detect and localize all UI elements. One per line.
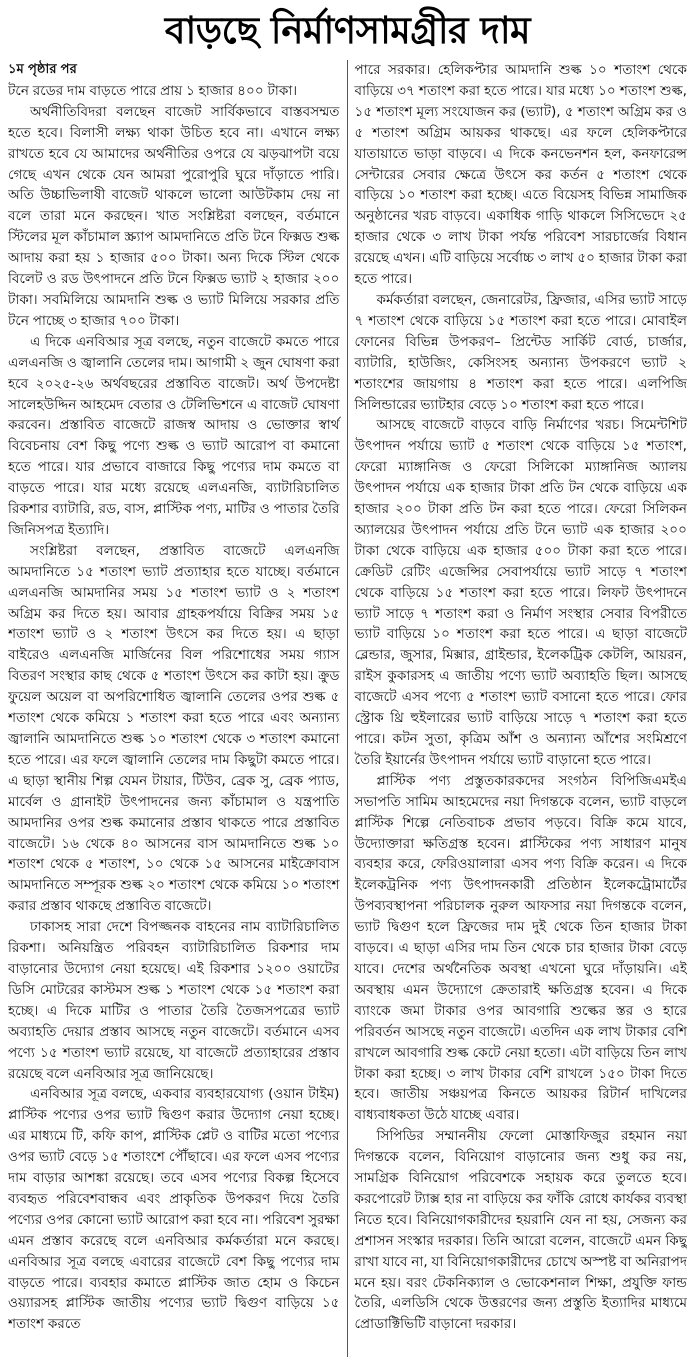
paragraph: আসছে বাজেটে বাড়বে বাড়ি নির্মাণের খরচ। সিমেন্টশিট উৎপাদন পর্যায়ে ভ্যাট ৫ শতাংশ থেকে বাড়িয়ে ১৫ শতাংশ, ফেরো ম্যাঙ্গানিজ ও ফেরো সিলিকো ম্যাঙ্গানিজ অ্যালয় উৎপাদন পর্যায়ে এক হাজার টাকা প্রতি টন থেকে বাড়িয়ে এক হাজার ২০০ টাকা প্রতি টন করা হতে পারে। ফেরো সিলিকন অ্যালয়ের উৎপাদন পর্যায়ে প্রতি টনে ভ্যাট এক হাজার ২০০ টাকা থেকে বাড়িয়ে এক হাজার ৫০০ টাকা করা হতে পারে। ক্রেডিট রেটিং এজেন্সির সেবাপর্যায়ে ভ্যাট সাড়ে ৭ শতাংশ থেকে বাড়িয়ে ১৫ শতাংশ করা হতে পারে। লিফট উৎপাদনে ভ্যাট সাড়ে ৭ শতাংশ করা ও নির্মাণ সংস্থার সেবার বিপরীতে ভ্যাট বাড়িয়ে ১০ শতাংশ করা হতে পারে। এ ছাড়া বাজেটে ব্লেন্ডার, জুসার, মিক্সার, গ্রাইন্ডার, ইলেকট্রিক কেটলি, আয়রন, রাইস কুকারসহ এ জাতীয় পণ্যে ভ্যাট অব্যাহতি ছিল। আসছে বাজেটে এসব পণ্যে ৫ শতাংশ ভ্যাট বসানো হতে পারে। ফোর স্ট্রোক থ্রি হুইলারের ভ্যাট বাড়িয়ে সাড়ে ৭ শতাংশ করা হতে পারে। কটন সুতা, কৃত্রিম আঁশ ও অন্যান্য আঁশের সংমিশ্রণে তৈরি ইয়ার্নের উৎপাদন পর্যায়ে ভ্যাট বাড়ানো হতে পারে। [354,417,687,768]
paragraph: ঢাকাসহ সারা দেশে বিপজ্জনক বাহনের নাম ব্যাটারিচালিত রিকশা। অনিয়ন্ত্রিত পরিবহন ব্যাটারিচালিত রিকশার দাম বাড়ানোর উদ্যোগ নেয়া হয়েছে। এই রিকশার ১২০০ ওয়াটের ডিসি মোটরের কাস্টমস শুল্ক ১ শতাংশ থেকে ১৫ শতাংশ করা হচ্ছে। এ দিকে মাটির ও পাতার তৈরি তৈজসপত্রের ভ্যাট অব্যাহতি দেয়ার প্রস্তাব আসছে নতুন বাজেটে। বর্তমানে এসব পণ্যে ১৫ শতাংশ ভ্যাট রয়েছে, যা বাজেটে প্রত্যাহারের প্রস্তাব রয়েছে বলে এনবিআর সূত্র জানিয়েছে। [8,919,340,1082]
paragraph: পারে সরকার। হেলিকপ্টার আমদানি শুল্ক ১০ শতাংশ থেকে বাড়িয়ে ৩৭ শতাংশ করা হতে পারে। যার মধ্যে ১০ শতাংশ শুল্ক, ১৫ শতাংশ মূল্য সংযোজন কর (ভ্যাট), ৫ শতাংশ অগ্রিম কর ও ৫ শতাংশ অগ্রিম আয়কর থাকছে। এর ফলে হেলিকপ্টারে যাতায়াতে ভাড়া বাড়বে। এ দিকে কনভেনশন হল, কনফারেন্স সেন্টারের সেবার ক্ষেত্রে উৎসে কর কর্তন ৫ শতাংশ থেকে বাড়িয়ে ১০ শতাংশ করা হচ্ছে। এতে বিয়েসহ বিভিন্ন সামাজিক অনুষ্ঠানের খরচ বাড়বে। একাধিক গাড়ি থাকলে সিসিভেদে ২৫ হাজার থেকে ৩ লাখ টাকা পর্যন্ত পরিবেশ সারচার্জের বিধান রয়েছে এখন। এটি বাড়িয়ে সর্বোচ্চ ৩ লাখ ৫০ হাজার টাকা করা হতে পারে। [354,62,687,288]
paragraph: সংশ্লিষ্টরা বলছেন, প্রস্তাবিত বাজেটে এলএনজি আমদানিতে ১৫ শতাংশ ভ্যাট প্রত্যাহার হতে যাচ্ছে। বর্তমানে এলএনজি আমদানির সময় ১৫ শতাংশ ভ্যাট ও ২ শতাংশ অগ্রিম কর দিতে হয়। আবার গ্রাহকপর্যায়ে বিক্রির সময় ১৫ শতাংশ ভ্যাট ও ২ শতাংশ উৎসে কর দিতে হয়। এ ছাড়া বাইরেও এলএনজি মার্জিনের বিল পরিশোধের সময় গ্যাস বিতরণ সংস্থার কাছ থেকে ৫ শতাংশ উৎসে কর কাটা হয়। ক্রুড ফুয়েল অয়েল বা অপরিশোধিত জ্বালানি তেলের ওপর শুল্ক ৫ শতাংশ থেকে কমিয়ে ১ শতাংশ করা হতে পারে এবং অন্যান্য জ্বালানি আমদানিতে শুল্ক ১০ শতাংশ থেকে ৩ শতাংশ কমানো হতে পারে। এর ফলে জ্বালানি তেলের দাম কিছুটা কমতে পারে। এ ছাড়া স্থানীয় শিল্প যেমন টায়ার, টিউব, ব্রেক সু, ব্রেক প্যাড, মার্বেল ও গ্রানাইট উৎপাদনের জন্য কাঁচামাল ও যন্ত্রপাতি আমদানির ওপর শুল্ক কমানোর প্রস্তাব থাকতে পারে প্রস্তাবিত বাজেটে। ১৬ থেকে ৪০ আসনের বাস আমদানিতে শুল্ক ১০ শতাংশ থেকে ৫ শতাংশ, ১০ থেকে ১৫ আসনের মাইক্রোবাস আমদানিতে সম্পূরক শুল্ক ২০ শতাংশ থেকে কমিয়ে ১০ শতাংশ করার প্রস্তাব থাকছে প্রস্তাবিত বাজেটে। [8,542,340,915]
continued-from-label: ১ম পৃষ্ঠার পর [8,62,77,77]
headline: বাড়ছে নির্মাণসামগ্রীর দাম [164,9,531,52]
paragraph: কর্মকর্তারা বলছেন, জেনারেটর, ফ্রিজার, এসির ভ্যাট সাড়ে ৭ শতাংশ থেকে বাড়িয়ে ১৫ শতাংশ করা হতে পারে। মোবাইল ফোনের বিভিন্ন উপকরণ– প্রিন্টেড সার্কিট বোর্ড, চার্জার, ব্যাটারি, হাউজিং, কেসিংসহ অন্যান্য উপকরণে ভ্যাট ২ শতাংশের জায়গায় ৪ শতাংশ করা হতে পারে। এলপিজি সিলিন্ডারের ভ্যাটহার বেড়ে ১০ শতাংশ করা হতে পারে। [354,291,687,413]
paragraph: টনে রডের দাম বাড়তে পারে প্রায় ১ হাজার ৪০০ টাকা। [8,82,298,99]
paragraph: এনবিআর সূত্র বলছে, একবার ব্যবহারযোগ্য (ওয়ান টাইম) প্লাস্টিক পণ্যের ওপর ভ্যাট দ্বিগুণ করার উদ্যোগ নেয়া হচ্ছে। এর মাধ্যমে টি, কফি কাপ, প্লাস্টিক প্লেট ও বাটির মতো পণ্যের ওপর ভ্যাট বেড়ে ১৫ শতাংশে পৌঁছাবে। এর ফলে এসব পণ্যের দাম বাড়ার আশঙ্কা রয়েছে। তবে এসব পণ্যের বিকল্প হিসেবে ব্যবহৃত পরিবেশবান্ধব এবং প্রাকৃতিক উপকরণ দিয়ে তৈরি পণ্যের ওপর কোনো ভ্যাট আরোপ করা হবে না। পরিবেশ সুরক্ষা এমন প্রস্তাব করেছে বলে এনবিআর কর্মকর্তারা মনে করছে। এনবিআর সূত্র বলছে এবারের বাজেটে বেশ কিছু পণ্যের দাম বাড়তে পারে। ব্যবহার কমাতে প্লাস্টিক জাত হোম ও কিচেন ওয়্যারসহ প্লাস্টিক জাতীয় পণ্যের ভ্যাট দ্বিগুণ বাড়িয়ে ১৫ শতাংশ করতে [8,1086,340,1333]
article-columns [8,60,687,1357]
paragraph: অর্থনীতিবিদরা বলছেন বাজেট সার্বিকভাবে বাস্তবসম্মত হতে হবে। বিলাসী লক্ষ্য থাকা উচিত হবে না। এখানে লক্ষ্য রাখতে হবে যে আমাদের অর্থনীতির ওপরে যে ঝড়ঝাপটা বয়ে গেছে এখন থেকে যেন আমরা পুরোপুরি ঘুরে দাঁড়াতে পারি। অতি উচ্চাভিলাষী বাজেট থাকলে ভালো আউটকাম দেয় না বলে তারা মনে করছেন। খাত সংশ্লিষ্টরা বলছেন, বর্তমানে স্টিলের মূল কাঁচামাল স্ক্র্যাপ আমদানিতে প্রতি টনে ফিক্সড শুল্ক আদায় করা হয় ১ হাজার ৫০০ টাকা। অন্য দিকে স্টিল থেকে বিলেট ও রড উৎপাদনে প্রতি টনে ফিক্সড ভ্যাট ২ হাজার ২০০ টাকা। সবমিলিয়ে আমদানি শুল্ক ও ভ্যাট মিলিয়ে সরকার প্রতি টনে পাচ্ছে ৩ হাজার ৭০০ টাকা। [8,103,340,329]
left-column [8,60,348,1357]
paragraph: সিপিডির সম্মাননীয় ফেলো মোস্তাফিজুর রহমান নয়া দিগন্তকে বলেন, বিনিয়োগ বাড়ানোর জন্য শুধু কর নয়, সামগ্রিক বিনিয়োগ পরিবেশকে সহায়ক করে তুলতে হবে। করপোরেট ট্যাক্স হার না বাড়িয়ে কর ফাঁকি রোধে কার্যকর ব্যবস্থা নিতে হবে। বিনিয়োগকারীদের হয়রানি যেন না হয়, সেজন্য কর প্রশাসন সংস্কার দরকার। তিনি আরো বলেন, বাজেটে এমন কিছু রাখা যাবে না, যা বিনিয়োগকারীদের চোখে অস্পষ্ট বা অনিরাপদ মনে হয়। বরং টেকনিক্যাল ও ভোকেশনাল শিক্ষা, প্রযুক্তি ফান্ড তৈরি, এলডিসি থেকে উত্তরণের জন্য প্রস্তুতি ইত্যাদির মাধ্যমে প্রোডাক্টিভিটি বাড়ানো দরকার। [354,1128,687,1333]
right-column [348,60,688,1357]
paragraph: প্লাস্টিক পণ্য প্রস্তুতকারকদের সংগঠন বিপিজিএমইএ সভাপতি সামিম আহমেদের নয়া দিগন্তকে বলেন, ভ্যাট বাড়লে প্লাস্টিক শিল্পে নেতিবাচক প্রভাব পড়বে। বিক্রি কমে যাবে, উদ্যোক্তারা ক্ষতিগ্রস্ত হবেন। প্লাস্টিকের পণ্য সাধারণ মানুষ ব্যবহার করে, ফেরিওয়ালারা এসব পণ্য বিক্রি করেন। এ দিকে ইলেকট্রনিক পণ্য উৎপাদনকারী প্রতিষ্ঠান ইলেকট্রোমার্টের উপব্যবস্থাপনা পরিচালক নুরুল আফসার নয়া দিগন্তকে বলেন, ভ্যাট দ্বিগুণ হলে ফ্রিজের দাম দুই থেকে তিন হাজার টাকা বাড়বে। এ ছাড়া এসির দাম তিন থেকে চার হাজার টাকা বেড়ে যাবে। দেশের অর্থনৈতিক অবস্থা এখনো ঘুরে দাঁড়ায়নি। এই অবস্থায় এমন উদ্যোগে ক্রেতারাই ক্ষতিগ্রস্ত হবেন। এ দিকে ব্যাংকে জমা টাকার ওপর আবগারি শুল্কের স্তর ও হারে পরিবর্তন আসছে নতুন বাজেটে। এতদিন এক লাখ টাকার বেশি রাখলে আবগারি শুল্ক কেটে নেয়া হতো। এটা বাড়িয়ে তিন লাখ টাকা করা হচ্ছে। ৩ লাখ টাকার বেশি রাখলে ১৫০ টাকা দিতে হবে। জাতীয় সঞ্চয়পত্র কিনতে আয়কর রিটার্ন দাখিলের বাধ্যবাধকতা উঠে যাচ্ছে এবার। [354,772,687,1124]
paragraph: এ দিকে এনবিআর সূত্র বলছে, নতুন বাজেটে কমতে পারে এলএনজি ও জ্বালানি তেলের দাম। আগামী ২ জুন ঘোষণা করা হবে ২০২৫-২৬ অর্থবছরের প্রস্তাবিত বাজেট। অর্থ উপদেষ্টা সালেহউদ্দিন আহমেদ বেতার ও টেলিভিশনে এ বাজেট ঘোষণা করবেন। প্রস্তাবিত বাজেটে রাজস্ব আদায় ও ভোক্তার স্বার্থ বিবেচনায় বেশ কিছু পণ্যে শুল্ক ও ভ্যাট আরোপ বা কমানো হতে পারে। যার প্রভাবে বাজারে কিছু পণ্যের দাম কমতে বা বাড়তে পারে। যার মধ্যে রয়েছে এলএনজি, ব্যাটারিচালিত রিকশার ব্যাটারি, রড, বাস, প্লাস্টিক পণ্য, মাটির ও পাতার তৈরি জিনিসপত্র ইত্যাদি। [8,333,340,538]
